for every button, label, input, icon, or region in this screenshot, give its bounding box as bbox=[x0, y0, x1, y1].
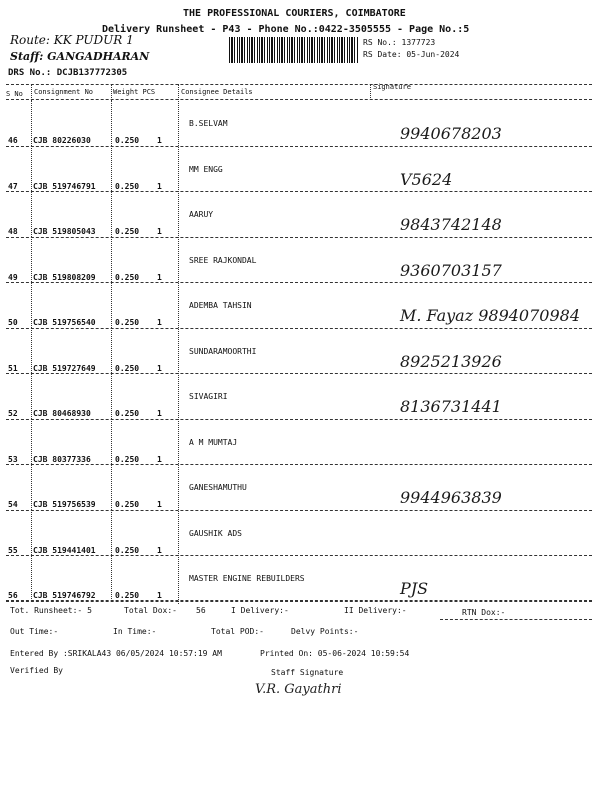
vsep bbox=[31, 237, 32, 283]
total-pod: Total POD:- bbox=[211, 627, 264, 636]
vsep bbox=[31, 464, 32, 510]
row-sno: 55 bbox=[8, 545, 18, 555]
row-weight: 0.250 bbox=[115, 545, 140, 555]
row-consignee: B.SELVAM bbox=[189, 119, 228, 128]
vsep bbox=[111, 510, 112, 556]
table-row bbox=[0, 146, 600, 196]
entered-by: Entered By :SRIKALA43 06/05/2024 10:57:19 AM bbox=[10, 649, 222, 658]
vsep bbox=[111, 373, 112, 419]
row-signature: 9940678203 bbox=[400, 124, 502, 143]
rs-no: RS No.: 1377723 bbox=[363, 38, 436, 47]
vsep bbox=[111, 328, 112, 374]
col-consignment: Consignment No bbox=[34, 88, 94, 96]
row-sno: 49 bbox=[8, 272, 18, 282]
row-sno: 56 bbox=[8, 591, 18, 600]
row-sno: 54 bbox=[8, 500, 18, 509]
rtn-dox: RTN Dox:- bbox=[462, 608, 506, 617]
row-weight: 0.250 bbox=[115, 454, 140, 464]
row-weight: 0.250 bbox=[115, 500, 140, 509]
row-sno: 51 bbox=[8, 363, 18, 373]
row-weight: 0.250 bbox=[115, 409, 140, 418]
table-row bbox=[0, 510, 600, 560]
vsep bbox=[31, 555, 32, 601]
verified-by: Verified By bbox=[10, 666, 63, 675]
vsep bbox=[31, 282, 32, 328]
table-row bbox=[0, 237, 600, 287]
out-time: Out Time:- bbox=[10, 627, 59, 636]
row-pcs: 1 bbox=[157, 454, 162, 464]
table-row bbox=[0, 100, 600, 150]
row-weight: 0.250 bbox=[115, 318, 140, 327]
staff-signature-label: Staff Signature bbox=[271, 668, 344, 677]
row-signature: 8136731441 bbox=[400, 397, 502, 416]
row-weight: 0.250 bbox=[115, 272, 140, 282]
vsep bbox=[111, 237, 112, 283]
footer-divider bbox=[6, 600, 592, 601]
table-row bbox=[0, 282, 600, 332]
col-signature: Signature bbox=[373, 83, 411, 91]
vsep bbox=[31, 84, 32, 100]
in-time: In Time:- bbox=[113, 627, 157, 636]
vsep bbox=[370, 84, 371, 100]
table-top-divider bbox=[6, 84, 592, 85]
row-consignment: CJB 519756540 bbox=[33, 318, 96, 327]
vsep bbox=[31, 191, 32, 237]
row-consignee: MASTER ENGINE REBUILDERS bbox=[189, 574, 305, 583]
delvy-points: Delvy Points:- bbox=[291, 627, 359, 636]
row-signature: 9360703157 bbox=[400, 260, 502, 280]
row-pcs: 1 bbox=[157, 500, 162, 509]
runsheet-subtitle: Delivery Runsheet - P43 - Phone No.:0422-3505555 - Page No.:5 bbox=[102, 24, 470, 35]
vsep bbox=[111, 100, 112, 146]
vsep bbox=[31, 373, 32, 419]
row-pcs: 1 bbox=[157, 181, 162, 191]
company-name: THE PROFESSIONAL COURIERS, COIMBATORE bbox=[183, 8, 406, 19]
staff-label: Staff: GANGADHARAN bbox=[10, 50, 150, 63]
row-sno: 46 bbox=[8, 136, 18, 145]
vsep bbox=[111, 84, 112, 100]
row-consignee: SIVAGIRI bbox=[189, 392, 228, 401]
row-consignment: CJB 80377336 bbox=[33, 454, 91, 464]
row-pcs: 1 bbox=[157, 227, 162, 236]
row-sno: 47 bbox=[8, 181, 18, 191]
table-row bbox=[0, 191, 600, 241]
i-delivery: I Delivery:- bbox=[231, 606, 289, 615]
row-pcs: 1 bbox=[157, 545, 162, 555]
row-sno: 48 bbox=[8, 227, 18, 236]
row-signature: 9944963839 bbox=[400, 488, 502, 507]
row-weight: 0.250 bbox=[115, 181, 140, 191]
footer-short-divider bbox=[440, 619, 592, 620]
row-pcs: 1 bbox=[157, 272, 162, 282]
row-pcs: 1 bbox=[157, 136, 162, 145]
row-consignee: MM ENGG bbox=[189, 164, 223, 174]
total-dox-value: 56 bbox=[196, 606, 206, 615]
row-signature: M. Fayaz 9894070984 bbox=[400, 306, 580, 325]
printed-on: Printed On: 05-06-2024 10:59:54 bbox=[260, 649, 410, 658]
row-sno: 52 bbox=[8, 409, 18, 418]
vsep bbox=[111, 191, 112, 237]
row-signature: 8925213926 bbox=[400, 351, 502, 371]
row-sno: 53 bbox=[8, 454, 18, 464]
row-weight: 0.250 bbox=[115, 591, 140, 600]
staff-handwritten-signature: V.R. Gayathri bbox=[255, 682, 342, 697]
col-consignee: Consignee Details bbox=[181, 88, 253, 96]
row-signature: 9843742148 bbox=[400, 215, 502, 234]
row-consignment: CJB 80468930 bbox=[33, 409, 91, 418]
total-dox-label: Total Dox:- bbox=[124, 606, 177, 615]
ii-delivery: II Delivery:- bbox=[344, 606, 407, 615]
row-weight: 0.250 bbox=[115, 363, 140, 373]
row-consignee: A M MUMTAJ bbox=[189, 437, 238, 447]
rs-date: RS Date: 05-Jun-2024 bbox=[363, 50, 460, 59]
vsep bbox=[111, 419, 112, 465]
vsep bbox=[31, 328, 32, 374]
row-pcs: 1 bbox=[157, 591, 162, 600]
row-consignee: GAUSHIK ADS bbox=[189, 528, 242, 538]
vsep bbox=[31, 419, 32, 465]
row-consignment: CJB 519746792 bbox=[33, 591, 96, 600]
vsep bbox=[111, 555, 112, 601]
vsep bbox=[111, 146, 112, 192]
table-row bbox=[0, 464, 600, 514]
row-weight: 0.250 bbox=[115, 136, 140, 145]
row-sno: 50 bbox=[8, 318, 18, 327]
table-row bbox=[0, 419, 600, 469]
row-consignment: CJB 519756539 bbox=[33, 500, 96, 509]
row-signature: PJS bbox=[400, 579, 429, 598]
row-consignee: GANESHAMUTHU bbox=[189, 483, 247, 492]
route-label: Route: KK PUDUR 1 bbox=[10, 33, 134, 47]
table-row bbox=[0, 373, 600, 423]
col-weight-pcs: Weight PCS bbox=[113, 88, 156, 96]
drs-no: DRS No.: DCJB137772305 bbox=[8, 68, 128, 78]
row-consignment: CJB 519441401 bbox=[33, 545, 96, 555]
vsep bbox=[111, 464, 112, 510]
vsep bbox=[31, 510, 32, 556]
row-consignment: CJB 519808209 bbox=[33, 272, 96, 282]
vsep bbox=[111, 282, 112, 328]
row-consignment: CJB 519805043 bbox=[33, 227, 96, 236]
row-signature: V5624 bbox=[400, 169, 453, 189]
col-sno: S No bbox=[6, 90, 23, 98]
row-weight: 0.250 bbox=[115, 227, 140, 236]
row-consignment: CJB 519746791 bbox=[33, 181, 96, 191]
row-pcs: 1 bbox=[157, 363, 162, 373]
tot-runsheet: Tot. Runsheet:- 5 bbox=[10, 606, 92, 615]
barcode-image bbox=[229, 37, 359, 63]
row-consignee: AARUY bbox=[189, 210, 214, 219]
vsep bbox=[31, 146, 32, 192]
vsep bbox=[31, 100, 32, 146]
row-pcs: 1 bbox=[157, 409, 162, 418]
row-pcs: 1 bbox=[157, 318, 162, 327]
row-consignment: CJB 519727649 bbox=[33, 363, 96, 373]
row-consignment: CJB 80226030 bbox=[33, 136, 91, 145]
table-row bbox=[0, 328, 600, 378]
table-row bbox=[0, 555, 600, 605]
row-consignee: SREE RAJKONDAL bbox=[189, 255, 257, 265]
row-consignee: SUNDARAMOORTHI bbox=[189, 346, 257, 356]
row-consignee: ADEMBA TAHSIN bbox=[189, 301, 252, 310]
